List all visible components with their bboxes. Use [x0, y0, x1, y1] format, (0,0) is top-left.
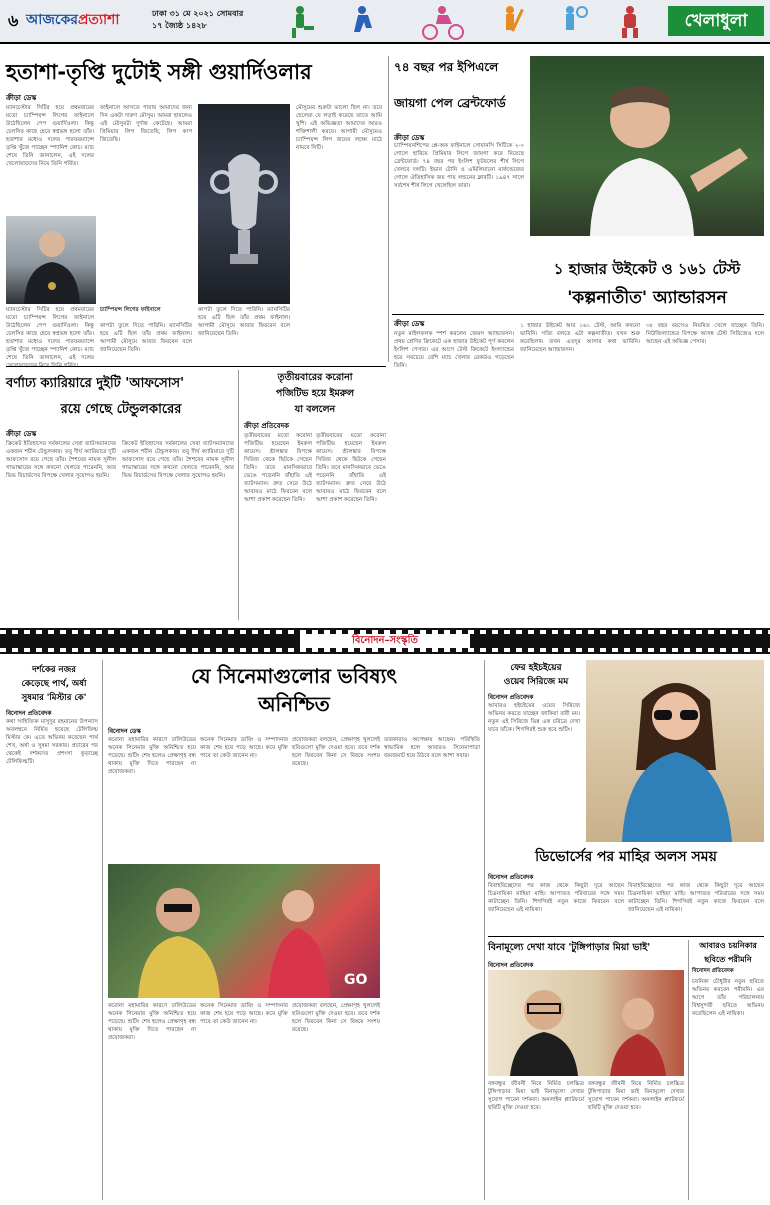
actress-photo-icon	[586, 660, 764, 842]
mahi-body-col2: বিবাহবিচ্ছেদের পর কাজ থেকে কিছুটা দূরে আছেন চিত্রনায়িকা মাহিয়া মাহি। আপাতত পরিবারের সঙ্গে সময় কাটাচ্ছেন তিনি। শিগগিরই নতুন কাজে ফিরবেন বলে জানিয়েছেন এই নায়িকা।	[628, 883, 764, 913]
tendulkar-headline-1: বর্ণাঢ্য ক্যারিয়ারে দুইটি 'আফসোস'	[6, 376, 185, 391]
mim-headline-1: ফের হইচইয়ের	[510, 663, 562, 673]
brentford-headline-2: জায়গা পেল ব্রেন্টফোর্ড	[394, 96, 506, 110]
tungipara-body-col1: বঙ্গবন্ধুর জীবনী নিয়ে নির্মিত চলচ্চিত্র টুঙ্গিপাড়ার মিয়া ভাই বিনামূল্যে দেখার সুযোগ পাবেন দর্শকরা। অনলাইন প্ল্যাটফর্মে ছবিটি মুক্তি দেওয়া হবে।	[488, 1081, 584, 1111]
mahi-byline: বিনোদন প্রতিবেদক	[488, 874, 534, 881]
section-rule	[392, 314, 764, 315]
mim-headline-2: ওয়েব সিরিজে মম	[503, 677, 569, 687]
mim-body: আবারও হইচইয়ের ওয়েব সিরিজে অভিনয় করতে যাচ্ছেন জাকিয়া বারী মম। নতুন এই সিরিজে ভিন্ন এক চরিত্রে দেখা যাবে তাঁকে। শিগগিরই শুরু হবে শুটিং।	[488, 703, 580, 733]
mahi-headline: ডিভোর্সের পর মাহির অলস সময়	[535, 849, 717, 865]
wrestler-icon	[622, 6, 638, 38]
cinema-photo	[108, 864, 380, 998]
tendulkar-body-col1: ক্রিকেট ইতিহাসের সর্বকালের সেরা ব্যাটসম্যানদের একজন শচীন টেন্ডুলকার। তবু দীর্ঘ ক্যারিয়ারে দুটি আফসোস রয়ে গেছে তাঁর। শৈশবের নায়ক সুনীল গাভাস্কারের সঙ্গে কখনো খেলতে পারেননি, আর ভিভ রিচার্ডসের বিপক্ষে খেলার সুযোগও হয়নি।	[6, 441, 116, 479]
cinema-body-col4: তারকারাও অপেক্ষায় আছেন। পরিস্থিতি স্বাভাবিক হলে আবারও সিনেমাপাড়া জমজমাট হয়ে উঠবে বলে আশা সবার।	[384, 737, 480, 759]
anderson-body-col3: ৩৮ বছর বয়সেও নিয়মিত খেলে যাচ্ছেন তিনি। নিউজিল্যান্ডের বিপক্ষে আসন্ন টেস্ট সিরিজেও দলে আছেন এই অভিজ্ঞ পেসার।	[646, 323, 764, 345]
film-strip-bottom	[0, 648, 770, 652]
cinema-body-col1: করোনা মহামারির কারণে ঢালিউডের অনেক সিনেমার মুক্তি অনিশ্চিত হয়ে পড়েছে। শুটিং শেষ হলেও প্রেক্ষাগৃহ বন্ধ থাকায় মুক্তি দিতে পারছেন না প্রযোজকরা।	[108, 737, 196, 775]
partho-body: কথা সাহিত্যিক মাসুদুর রহমানের উপন্যাস অবলম্বনে নির্মিত হয়েছে টেলিফিল্ম মিস্টার কে। এতে অভিনয় করেছেন পার্থ শেখ, অর্ষা ও সুষমা সরকার। প্রচারের পর থেকেই দর্শকদের প্রশংসা কুড়াচ্ছে টেলিফিল্মটি।	[6, 719, 98, 765]
partho-byline: বিনোদন প্রতিবেদক	[6, 710, 52, 717]
paper-name-b: প্রত্যাশা	[77, 12, 120, 28]
mim-byline: বিনোদন প্রতিবেদক	[488, 694, 534, 701]
guardiola-headline: হতাশা-তৃপ্তি দুটোই সঙ্গী গুয়ার্দিওলার	[6, 60, 312, 84]
dateline	[152, 8, 243, 32]
guardiola-body-col2b: কাপটা তুলে দিতে পারিনি। ম্যানসিটির হয়ে এটি ছিল তাঁর প্রথম ফাইনাল। আগামী মৌসুমে আবার ফিরবেন বলে জানিয়েছেন তিনি।	[100, 323, 192, 353]
guardiola-photo	[6, 216, 96, 304]
anderson-body-col1: নতুন মাইলফলক স্পর্শ করলেন জেমস অ্যান্ডারসন। প্রথম শ্রেণির ক্রিকেটে এক হাজার উইকেট পূর্ণ করলেন ইংলিশ পেসার। এর আগে টেস্ট ক্রিকেটে ইংল্যান্ডের হয়ে সবচেয়ে বেশি ম্যাচ খেলার রেকর্ডও গড়েছেন তিনি।	[394, 331, 514, 369]
entertainment-band	[0, 628, 770, 654]
guardiola-byline: ক্রীড়া ডেস্ক	[6, 94, 37, 102]
dateline-gregorian: ঢাকা ৩১ মে ২০২১ সোমবার	[152, 9, 244, 18]
anderson-byline: ক্রীড়া ডেস্ক	[394, 320, 425, 328]
tungipara-headline: বিনামূল্যে দেখা যাবে 'টুঙ্গিপাড়ার মিয়া ভাই'	[488, 942, 651, 953]
column-divider	[484, 660, 485, 1200]
anderson-headline-2: 'কল্পনাতীত' অ্যান্ডারসন	[567, 288, 727, 308]
cinema-headline-2: অনিশ্চিত	[258, 692, 330, 716]
tennis-player-icon	[566, 6, 587, 30]
paper-name	[26, 8, 119, 32]
guardiola-body-col2: ফাইনালে আসতে পারায় আমাদের জন্য দিন একটা দারুণ মৌসুম। আমরা হারলেও এই মৌসুমটা দুর্দান্ত কেটেছে। আমরা প্রিমিয়ার লিগ জিতেছি, লিগ কাপ জিতেছি।	[100, 105, 192, 143]
coach-silhouette-icon	[6, 216, 96, 304]
guardiola-body-col1b: ম্যানচেস্টার সিটির হয়ে প্রথমবারের মতো চ্যাম্পিয়ন্স লিগের ফাইনালে উঠেছিলেন পেপ গুয়ার্দিওলা। কিন্তু চেলসির কাছে হেরে স্বপ্নভঙ্গ হলো তাঁর। হতাশার মধ্যেও দলের পারফরম্যান্সে তৃপ্তি খুঁজে পাচ্ছেন স্প্যানিশ কোচ। ম্যাচ শেষে তিনি জানালেন, এই দলের	[6, 307, 94, 361]
paper-name-a: আজকের	[26, 12, 78, 28]
tendulkar-byline: ক্রীড়া ডেস্ক	[6, 430, 37, 438]
anderson-headline-1: ১ হাজার উইকেট ও ১৬১ টেস্ট	[553, 260, 741, 278]
tungipara-body-col2: বঙ্গবন্ধুর জীবনী নিয়ে নির্মিত চলচ্চিত্র টুঙ্গিপাড়ার মিয়া ভাই বিনামূল্যে দেখার সুযোগ পাবেন দর্শকরা। অনলাইন প্ল্যাটফর্মে ছবিটি মুক্তি দেওয়া হবে।	[588, 1081, 684, 1111]
column-divider	[388, 56, 389, 362]
brentford-byline: ক্রীড়া ডেস্ক	[394, 134, 425, 142]
partho-headline-1: দর্শকের নজর	[32, 665, 76, 675]
cricketer-icon	[506, 6, 524, 32]
tungipara-byline: বিনোদন প্রতিবেদক	[488, 962, 534, 969]
football-player-icon	[292, 6, 314, 38]
cinema-byline: বিনোদন ডেস্ক	[108, 728, 141, 735]
imran-byline: ক্রীড়া প্রতিবেদক	[244, 422, 290, 430]
tungipara-photo	[488, 970, 684, 1076]
imran-headline-2: পজিটিভ হয়ে ইমরুল	[275, 388, 355, 399]
section-rule	[488, 936, 764, 937]
cinema-body-col2b: অনেক সিনেমার ডাবিং ও সম্পাদনার কাজ শেষ হয়ে পড়ে আছে। কবে মুক্তি পাবে তা কেউ জানেন না।	[200, 1003, 288, 1025]
porimoni-body: চয়নিকা চৌধুরীর নতুন ছবিতে অভিনয় করবেন পরীমনি। এর আগে তাঁর পরিচালনায় বিশ্বসুন্দরী ছবিতে অভিনয় করেছিলেন এই নায়িকা।	[692, 979, 764, 1017]
brentford-body: চ্যাম্পিয়নশিপের প্লে-অফ ফাইনালে সোয়ানসি সিটিকে ২-০ গোলে হারিয়ে প্রিমিয়ার লিগে জায়গা করে নিয়েছে ব্রেন্টফোর্ড। ৭৪ বছর পর ইংলিশ ফুটবলের শীর্ষ লিগে খেলবে দলটি। ইভান টোনি ও এমিলিয়ানো মার্কন্ডেজের গোলে ঐতিহাসিক জয় পায় লন্ডনের ক্লাবটি। ১৯৪৭ সালে সর্বশেষ শীর্ষ লিগে খেলেছিল তারা।	[394, 143, 524, 189]
cinema-body-col3: প্রযোজকরা বলছেন, প্রেক্ষাগৃহ খুললেই ছবিগুলো মুক্তি দেওয়া হবে। তবে দর্শক হলে ফিরবেন কিনা সে বিষয়ে সংশয় রয়েছে।	[292, 737, 380, 767]
trophy-icon	[198, 104, 290, 304]
guardiola-body-col3b: কাপটা তুলে দিতে পারিনি। ম্যানসিটির হয়ে এটি ছিল তাঁর প্রথম ফাইনাল। আগামী মৌসুমে আবার ফিরবেন বলে জানিয়েছেন তিনি।	[198, 307, 290, 337]
page-number: ৬	[8, 11, 19, 30]
section-title: খেলাধুলা	[668, 6, 764, 36]
mahi-photo	[586, 660, 764, 842]
film-still-icon	[488, 970, 684, 1076]
cinema-body-col3b: প্রযোজকরা বলছেন, প্রেক্ষাগৃহ খুললেই ছবিগুলো মুক্তি দেওয়া হবে। তবে দর্শক হলে ফিরবেন কিনা সে বিষয়ে সংশয় রয়েছে।	[292, 1003, 380, 1033]
porimoni-headline-2: ছবিতে পরীমনি	[704, 955, 752, 964]
anderson-photo	[530, 56, 764, 236]
partho-headline-2: কেড়েছে পার্থ, অর্ষা	[21, 679, 87, 689]
masthead	[0, 0, 770, 44]
porimoni-headline-1: আবারও চয়নিকার	[699, 941, 757, 950]
section-rule	[6, 366, 386, 367]
dateline-bengali: ১৭ জ্যৈষ্ঠ ১৪২৮	[152, 21, 207, 30]
runner-icon	[354, 6, 372, 32]
imran-headline-1: তৃতীয়বারের করোনা	[277, 372, 353, 383]
brentford-headline-1: ৭৪ বছর পর ইপিএলে	[394, 60, 499, 74]
actors-photo-icon	[108, 864, 380, 998]
guardiola-caption: চ্যাম্পিয়ন্স লিগের ফাইনালে	[100, 307, 161, 313]
cinema-body-col2: অনেক সিনেমার ডাবিং ও সম্পাদনার কাজ শেষ হয়ে পড়ে আছে। কবে মুক্তি পাবে তা কেউ জানেন না।	[200, 737, 288, 759]
entertainment-band-title: বিনোদন–সংস্কৃতি	[300, 634, 470, 648]
guardiola-body-col4: মৌসুমের শুরুটা ভালো ছিল না। তবে ছেলেরা যে লড়াই করেছে তাতে আমি খুশি। এই অভিজ্ঞতা আমাদের আরও শক্তিশালী করবে। আগামী মৌসুমেও চ্যাম্পিয়ন্স লিগ জয়ের লক্ষ্যে মাঠে নামবে সিটি।	[296, 105, 382, 151]
tendulkar-body-col2: ক্রিকেট ইতিহাসের সর্বকালের সেরা ব্যাটসম্যানদের একজন শচীন টেন্ডুলকার। তবু দীর্ঘ ক্যারিয়ারে দুটি আফসোস রয়ে গেছে তাঁর। শৈশবের নায়ক সুনীল গাভাস্কারের সঙ্গে কখনো খেলতে পারেননি, আর ভিভ রিচার্ডসের বিপক্ষে খেলার সুযোগও হয়নি।	[122, 441, 234, 479]
guardiola-body-col1: ম্যানচেস্টার সিটির হয়ে প্রথমবারের মতো চ্যাম্পিয়ন্স লিগের ফাইনালে উঠেছিলেন পেপ গুয়ার্দিওলা। কিন্তু চেলসির কাছে হেরে স্বপ্নভঙ্গ হলো তাঁর। হতাশার মধ্যেও দলের পারফরম্যান্সে তৃপ্তি খুঁজে পাচ্ছেন স্প্যানিশ কোচ। ম্যাচ শেষে তিনি জানালেন, এই দলের খেলোয়াড়দের নিয়ে তিনি গর্বিত।	[6, 105, 94, 167]
column-divider	[102, 660, 103, 1200]
cyclist-icon	[423, 6, 463, 39]
trophy-photo	[198, 104, 290, 304]
partho-headline-3: সুষমার 'মিস্টার কে'	[21, 693, 87, 703]
tendulkar-headline-2: রয়ে গেছে টেন্ডুলকারের	[60, 402, 182, 417]
sports-illustration	[280, 2, 662, 42]
imran-body-col1: তৃতীয়বারের মতো করোনা পজিটিভ হয়েছেন ইমরুল কায়েস। শ্রীলঙ্কার বিপক্ষে সিরিজ থেকে ছিটকে গেছেন তিনি। তবে মানসিকভাবে ভেঙে পড়েননি বাঁহাতি এই ব্যাটসম্যান। দ্রুত সেরে উঠে আবারও মাঠে ফিরবেন বলে আশা প্রকাশ করেছেন তিনি।	[244, 433, 312, 503]
cinema-headline-1: যে সিনেমাগুলোর ভবিষ্যৎ	[190, 664, 398, 688]
porimoni-byline: বিনোদন প্রতিবেদক	[692, 968, 734, 974]
mahi-body-col1: বিবাহবিচ্ছেদের পর কাজ থেকে কিছুটা দূরে আছেন চিত্রনায়িকা মাহিয়া মাহি। আপাতত পরিবারের সঙ্গে সময় কাটাচ্ছেন তিনি। শিগগিরই নতুন কাজে ফিরবেন বলে জানিয়েছেন এই নায়িকা।	[488, 883, 624, 913]
cinema-body-col1b: করোনা মহামারির কারণে ঢালিউডের অনেক সিনেমার মুক্তি অনিশ্চিত হয়ে পড়েছে। শুটিং শেষ হলেও প্রেক্ষাগৃহ বন্ধ থাকায় মুক্তি দিতে পারছেন না প্রযোজকরা।	[108, 1003, 196, 1041]
cricketer-photo-icon	[530, 56, 764, 236]
anderson-body-col2: ১ হাজার উইকেট আর ১৬১ টেস্ট, আমি কখনো ভাবিনি। সত্যি বলতে এটা কল্পনাতীত। যখন শুরু করেছিলাম তখন এতদূর আসার কথা ভাবিনি। জানিয়েছেন অ্যান্ডারসন।	[520, 323, 640, 353]
imran-headline-3: যা বললেন	[294, 404, 336, 415]
column-divider	[238, 370, 239, 620]
imran-body-col2: তৃতীয়বারের মতো করোনা পজিটিভ হয়েছেন ইমরুল কায়েস। শ্রীলঙ্কার বিপক্ষে সিরিজ থেকে ছিটকে গেছেন তিনি। তবে মানসিকভাবে ভেঙে পড়েননি বাঁহাতি এই ব্যাটসম্যান। দ্রুত সেরে উঠে আবারও মাঠে ফিরবেন বলে আশা প্রকাশ করেছেন তিনি।	[316, 433, 386, 503]
movie-logo-badge: GO	[344, 972, 368, 988]
column-divider	[688, 940, 689, 1200]
